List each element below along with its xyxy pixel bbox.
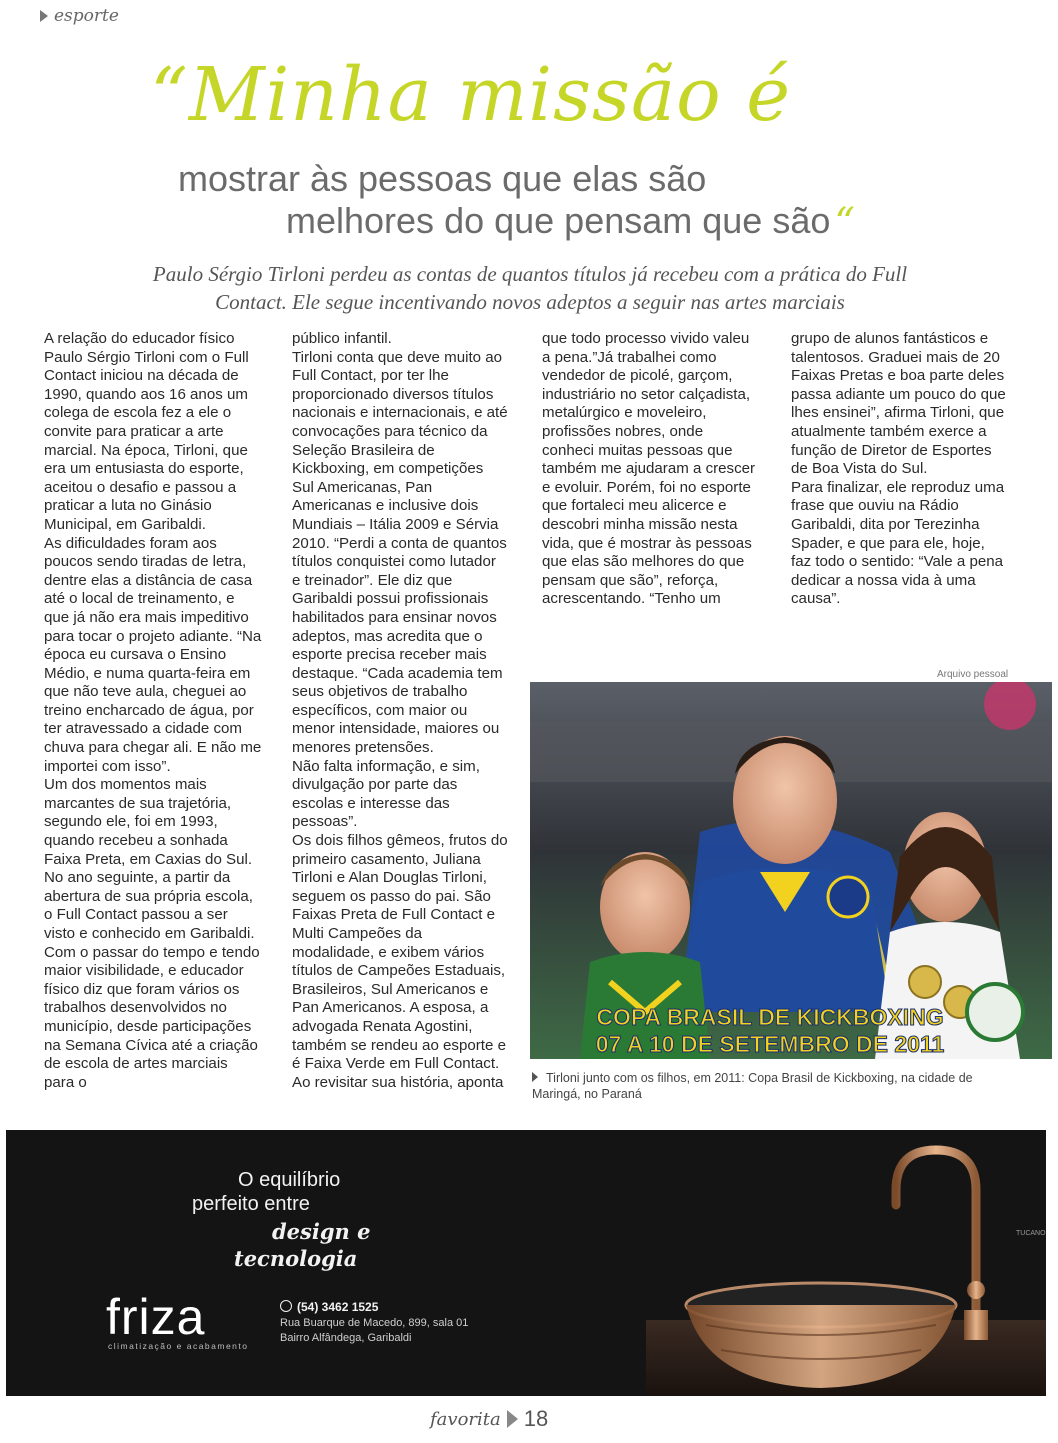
paragraph: grupo de alunos fantásticos e talentosos. Graduei mais de 20 Faixas Pretas e boa parte deles passa adiante um pouco do que lhes ensinei”, afirma Tirloni, que atualmente também exerce a função de Diretor de Esportes de Boa Vista do Sul.	[791, 330, 1006, 478]
chevron-right-icon	[40, 10, 48, 22]
advertisement[interactable]	[6, 1130, 1046, 1396]
paragraph: Com o passar do tempo e tendo maior visibilidade, e educador físico diz que foram vários os trabalhos desenvolvidos no município, desde participações na Semana Cívica até a criação de escola de artes marciais para o	[44, 943, 260, 1091]
chevron-right-icon	[507, 1410, 518, 1428]
magazine-name: favorita	[430, 1408, 501, 1430]
paragraph: Não falta informação, e sim, divulgação por parte das escolas e interesse das pessoas”.	[292, 757, 480, 831]
photo-caption-text: Tirloni junto com os filhos, em 2011: Copa Brasil de Kickboxing, na cidade de Maringá, no Paraná	[532, 1071, 973, 1101]
ad-address-line-1: Rua Buarque de Macedo, 899, sala 01	[280, 1317, 469, 1329]
paragraph: Tirloni conta que deve muito ao Full Contact, por ter lhe proporcionado diversos títulos nacionais e internacionais, e até convocações para técnico da Seleção Brasileira de Kickboxing, em competições Sul Americanas, Pan Americanas e inclusive dois Mundiais – Itália 2009 e Sérvia 2010. “Perdi a conta de quantos títulos conquistei como lutador e treinador”. Ele diz que Garibaldi possui profissionais habilitados para ensinar novos adeptos, mas acredita que o esporte precisa receber mais destaque. “Cada academia tem seus objetivos de trabalho específicos, com maior ou menor intensidade, maiores ou menores pretensões.	[292, 348, 508, 757]
headline-line-3	[286, 200, 855, 246]
photo-caption	[532, 1070, 1012, 1102]
ad-headline-line-2: perfeito entre	[192, 1193, 310, 1215]
photo-banner-line-2: 07 A 10 DE SETEMBRO DE 2011	[595, 1031, 945, 1057]
paragraph: público infantil.	[292, 330, 392, 347]
friza-logo: friza	[106, 1289, 206, 1345]
ad-tagline: climatização e acabamento	[108, 1341, 249, 1351]
ad-headline-line-3: design e	[272, 1219, 371, 1244]
ad-headline-line-1: O equilíbrio	[238, 1169, 341, 1191]
ad-address	[280, 1316, 468, 1346]
article-column-3	[542, 330, 758, 609]
ad-headline-line-4: tecnologia	[234, 1246, 358, 1271]
paragraph: que todo processo vivido valeu a pena.”Já trabalhei como vendedor de picolé, garçom, industriário no setor calçadista, metalúrgico e moveleiro, profissões nobres, onde conheci muitas pessoas que também me ajudaram a crescer e evoluir. Porém, foi no esporte que fortaleci meu alicerce e descobri minha missão nesta vida, que é mostrar às pessoas que elas são melhores do que pensam que são”, reforça, acrescentando. “Tenho um	[542, 330, 756, 608]
article-photo	[530, 682, 1052, 1059]
photo-banner-line-1: COPA BRASIL DE KICKBOXING	[596, 1004, 944, 1030]
ad-phone	[280, 1300, 378, 1314]
ad-headline-script	[234, 1218, 371, 1272]
headline-line-2: mostrar às pessoas que elas são	[178, 158, 707, 199]
photo-illustration	[530, 682, 1052, 1059]
ad-phone-number: (54) 3462 1525	[297, 1300, 379, 1314]
headline-line-3-text: melhores do que pensam que são	[286, 200, 831, 241]
faucet-and-sink-illustration	[646, 1130, 1046, 1396]
subhead: Paulo Sérgio Tirloni perdeu as contas de quantos títulos já recebeu com a prática do Full Contact. Ele segue incentivando novos adeptos a seguir nas artes marciais	[152, 262, 908, 314]
photo-credit: Arquivo pessoal	[937, 669, 1009, 680]
ad-headline	[192, 1168, 340, 1216]
paragraph: Para finalizar, ele reproduz uma frase que ouviu na Rádio Garibaldi, dita por Terezinha Spader, e que para ele, hoje, faz todo o sentido: “Vale a pena dedicar a nossa vida à uma causa”.	[791, 478, 1005, 608]
section-label: esporte	[54, 6, 119, 26]
article-column-4	[791, 330, 1009, 609]
section-tag	[40, 6, 119, 26]
page-number: 18	[523, 1406, 549, 1431]
ad-brand-mark: TUCANO	[1016, 1230, 1046, 1237]
paragraph: A relação do educador físico Paulo Sérgio Tirloni com o Full Contact iniciou na década de 1990, quando aos 16 anos um colega de escola fez a ele o convite para praticar a arte marcial. Na época, Tirloni, que era um entusiasta do esporte, aceitou o desafio e passou a praticar a luta no Ginásio Municipal, em Garibaldi.	[44, 330, 249, 533]
article-column-1	[44, 330, 262, 1092]
headline-line-1: “Minha missão é	[150, 52, 792, 138]
paragraph: Os dois filhos gêmeos, frutos do primeiro casamento, Juliana Tirloni e Alan Douglas Tirloni, seguem os passo do pai. São Faixas Preta de Full Contact e Multi Campeões da modalidade, e exibem vários títulos de Campeões Estaduais, Brasileiros, Sul Americanos e Pan Americanos. A esposa, a advogada Renata Agostini, também se rendeu ao esporte e é Faixa Verde em Full Contact.	[292, 832, 508, 1073]
paragraph: Ao revisitar sua história, aponta	[292, 1073, 504, 1091]
page-footer	[430, 1406, 548, 1432]
phone-icon	[280, 1300, 292, 1312]
paragraph: Um dos momentos mais marcantes de sua trajetória, segundo ele, foi em 1993, quando recebeu a sonhada Faixa Preta, em Caxias do Sul. No ano seguinte, a partir da abertura de sua própria escola, o Full Contact passou a ser visto e conhecido em Garibaldi.	[44, 776, 255, 942]
paragraph: As dificuldades foram aos poucos sendo tiradas de letra, dentre elas a distância de casa até o local de treinamento, e que já não era mais impeditivo para tocar o projeto adiante. “Na época eu cursava o Ensino Médio, e numa quarta-feira em que não teve aula, cheguei ao treino encharcado de água, por ter atravessado a cidade com chuva para chegar ali. E não me importei com isso”.	[44, 534, 262, 775]
ad-address-line-2: Bairro Alfândega, Garibaldi	[280, 1332, 412, 1344]
close-quote: “	[834, 200, 855, 246]
caption-arrow-icon	[532, 1072, 538, 1082]
article-column-2	[292, 330, 508, 1092]
